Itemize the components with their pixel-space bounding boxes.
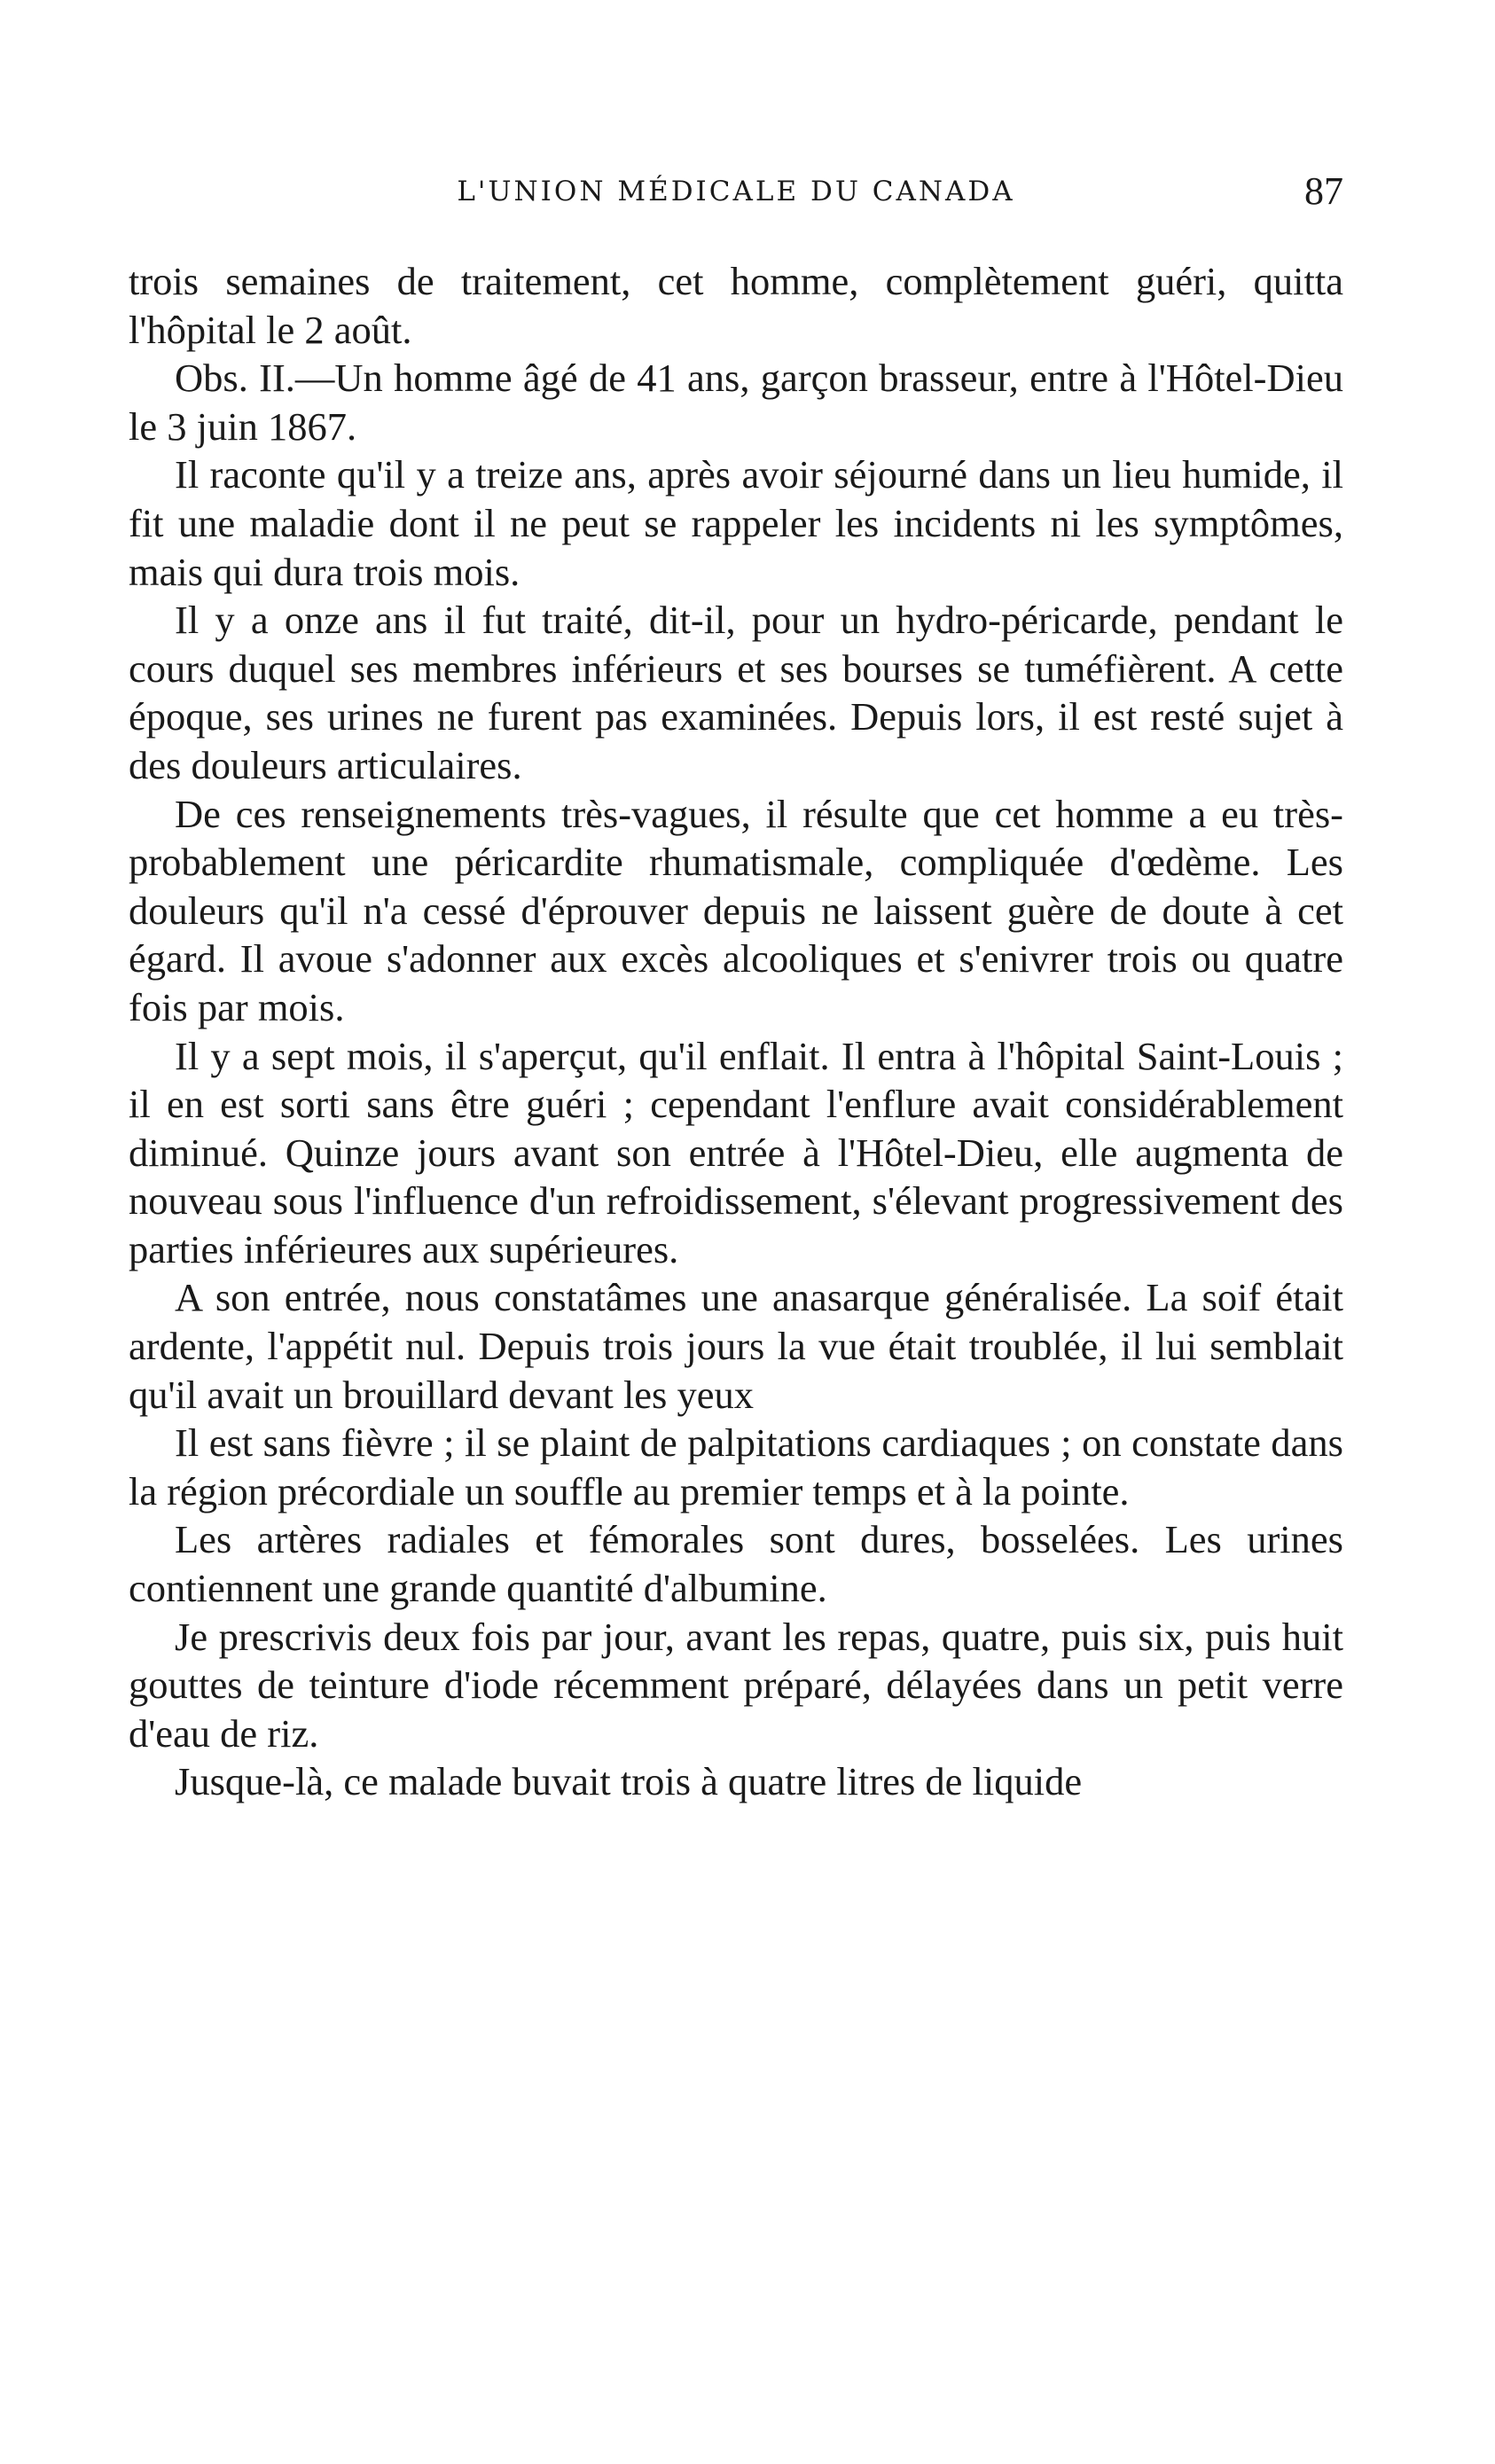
paragraph: Jusque-là, ce malade buvait trois à quatre litres de liquide [175, 1759, 1083, 1804]
paragraph: Il raconte qu'il y a treize ans, après avoir séjourné dans un lieu humide, il fit une maladie dont il ne peut se rappeler les incidents ni les symptômes, mais qui dura trois mois. [129, 452, 1343, 594]
paragraph: Il y a onze ans il fut traité, dit-il, pour un hydro-péricarde, pendant le cours duquel ses membres inférieurs et ses bourses se tuméfièrent. A cette époque, ses urines ne furent pas examinées. Depuis lors, il est resté sujet à des douleurs articulaires. [129, 598, 1343, 787]
paragraph-observation-heading: Obs. II.—Un homme âgé de 41 ans, garçon brasseur, entre à l'Hôtel-Dieu le 3 juin 1867. [129, 356, 1343, 449]
paragraph: De ces renseignements très-vagues, il résulte que cet homme a eu très-probablement une péricardite rhumatismale, compliquée d'œdème. Les douleurs qu'il n'a cessé d'éprouver depuis ne laissent guère de doute à cet égard. Il avoue s'adonner aux excès alcooliques et s'enivrer trois ou quatre fois par mois. [129, 791, 1343, 1029]
journal-title: L'UNION MÉDICALE DU CANADA [457, 176, 1015, 207]
paragraph: A son entrée, nous constatâmes une anasarque généralisée. La soif était ardente, l'appétit nul. Depuis trois jours la vue était troublée, il lui semblait qu'il avait un brouillard devant les yeux [129, 1275, 1343, 1417]
paragraph: Les artères radiales et fémorales sont dures, bosselées. Les urines contiennent une grande quantité d'albumine. [129, 1517, 1343, 1611]
paragraph: Il y a sept mois, il s'aperçut, qu'il enflait. Il entra à l'hôpital Saint-Louis ; il en est sorti sans être guéri ; cependant l'enflure avait considérablement diminué. Quinze jours avant son entrée à l'Hôtel-Dieu, elle augmenta de nouveau sous l'influence d'un refroidissement, s'élevant progressivement des parties inférieures aux supérieures. [129, 1033, 1343, 1271]
body-text [129, 257, 1343, 1806]
paragraph: Je prescrivis deux fois par jour, avant les repas, quatre, puis six, puis huit gouttes de teinture d'iode récemment préparé, délayées dans un petit verre d'eau de riz. [129, 1614, 1343, 1756]
paragraph-continuation: trois semaines de traitement, cet homme, complètement guéri, quitta l'hôpital le 2 août. [129, 259, 1343, 352]
running-header [129, 168, 1343, 222]
paragraph: Il est sans fièvre ; il se plaint de palpitations cardiaques ; on constate dans la région précordiale un souffle au premier temps et à la pointe. [129, 1420, 1343, 1514]
page-number: 87 [1304, 169, 1343, 213]
